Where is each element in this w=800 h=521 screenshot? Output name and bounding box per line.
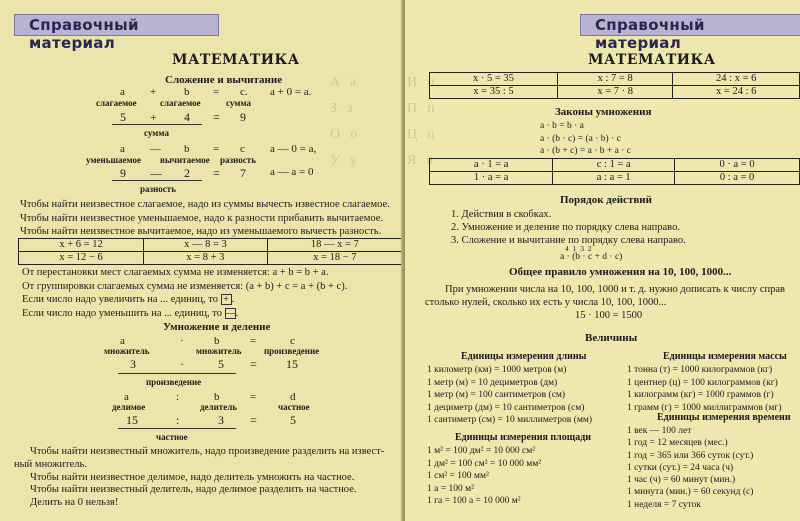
- table-cell: x = 8 + 3: [144, 252, 268, 265]
- length-units-title: Единицы измерения длины: [461, 351, 587, 362]
- unit-line: 1 дм² = 100 см² = 10 000 мм²: [427, 458, 542, 469]
- rule-line: Если число надо увеличить на ... единиц, то: [22, 294, 218, 305]
- unit-line: 1 сантиметр (см) = 10 миллиметров (мм): [427, 415, 593, 425]
- div-num-c: 5: [290, 413, 296, 427]
- law-line: a · b = b · a: [540, 121, 584, 131]
- add-eq: =: [213, 86, 220, 98]
- sub-a: a: [120, 143, 125, 155]
- time-units-list: [627, 425, 753, 511]
- rule-line: Чтобы найти неизвестный делитель, надо делимое разделить на частное.: [30, 484, 357, 496]
- div-num-b: 3: [218, 413, 224, 427]
- mul-num-dot: ·: [180, 357, 184, 371]
- mult10-line: столько нулей, сколько их есть у числа 10, 100, 1000...: [425, 297, 667, 308]
- label-factor-1: множитель: [104, 346, 150, 356]
- background-letters: Аа Зз Оо Уу: [330, 75, 368, 168]
- rule-line: Чтобы найти неизвестное делимое, надо делитель умножить на частное.: [30, 471, 355, 483]
- table-cell: 24 : x = 6: [673, 73, 800, 86]
- unit-line: 1 век — 100 лет: [627, 426, 692, 436]
- sub-b: b: [184, 143, 190, 155]
- label-dividend: делимое: [112, 402, 146, 412]
- unit-line: 1 год = 365 или 366 суток (сут.): [627, 450, 754, 461]
- add-num-b: 4: [184, 110, 190, 124]
- div-a: a: [124, 391, 129, 403]
- rules-division: [14, 446, 384, 510]
- unit-line: 1 дециметр (дм) = 10 сантиметров (см): [427, 402, 585, 413]
- rule-line: Чтобы найти неизвестное уменьшаемое, надо к разности прибавить вычитаемое.: [20, 212, 384, 224]
- header-band-left: Справочный материал: [14, 14, 219, 36]
- header-band-right: Справочный материал: [580, 14, 800, 36]
- rule-line: От перестановки мест слагаемых сумма не изменяется: a + b = b + a.: [22, 267, 329, 278]
- div-num-eq: =: [250, 413, 257, 427]
- mul-num-a: 3: [130, 357, 136, 371]
- table-cell: a : a = 1: [553, 172, 675, 185]
- sub-num-minus: —: [150, 166, 162, 180]
- div-num-a: 15: [126, 413, 138, 427]
- unit-line: 1 килограмм (кг) = 1000 граммов (г): [627, 390, 774, 400]
- brace-sum: [112, 124, 202, 125]
- page-title: МАТЕМАТИКА: [172, 52, 300, 68]
- add-a: a: [120, 86, 125, 98]
- equations-table-right: [429, 72, 800, 99]
- table-cell: x = 12 − 6: [19, 252, 144, 265]
- unit-line: 1 час (ч) = 60 минут (мин.): [627, 475, 736, 486]
- order-item: 2. Умножение и деление по порядку слева направо.: [451, 222, 680, 233]
- table-cell: a · 1 = a: [430, 159, 553, 172]
- section-title-quantities: Величины: [585, 332, 638, 344]
- mass-units-title: Единицы измерения массы: [663, 351, 787, 362]
- unit-line: 1 километр (км) = 1000 метров (м): [427, 365, 567, 375]
- area-units-title: Единицы измерения площади: [455, 432, 592, 443]
- add-num-a: 5: [120, 110, 126, 124]
- add-c: c.: [240, 86, 248, 98]
- section-title-laws: Законы умножения: [555, 106, 652, 118]
- section-title-mult10: Общее правило умножения на 10, 100, 1000...: [509, 266, 732, 278]
- div-num-colon: :: [176, 413, 180, 427]
- unit-line: 1 см² = 100 мм²: [427, 471, 489, 481]
- mult10-example: 15 · 100 = 1500: [575, 310, 643, 321]
- rule-line: Чтобы найти неизвестный множитель, надо произведение разделить на извест-: [30, 446, 385, 457]
- order-step-numbers: 4 1 3 2: [565, 244, 593, 253]
- div-b: b: [214, 391, 220, 403]
- unit-line: 1 неделя = 7 суток: [627, 499, 701, 510]
- label-minuend: уменьшаемое: [86, 155, 142, 165]
- identities-table: [429, 158, 800, 185]
- sub-num-a: 9: [120, 166, 126, 180]
- mult10-text: [425, 283, 785, 309]
- unit-line: 1 а = 100 м²: [427, 483, 474, 494]
- sub-c: c: [240, 143, 245, 155]
- mul-c: c: [290, 335, 295, 347]
- right-page: [405, 0, 800, 521]
- law-line: a · (b · c) = (a · b) · c: [540, 133, 621, 144]
- rule-line: ный множитель.: [14, 458, 87, 470]
- add-num-c: 9: [240, 110, 246, 124]
- add-b: b: [184, 86, 190, 98]
- background-letters: Ии Пп Цц Яя: [407, 75, 445, 168]
- table-cell: x = 7 · 8: [557, 86, 672, 99]
- length-units-list: [427, 364, 592, 427]
- label-product: произведение: [264, 346, 320, 356]
- rules-properties: От перестановки мест слагаемых сумма не изменяется: a + b = b + a. От группировки слагаемых сумма не изменяется: (a + b) + c = a + (b + c). Если число надо увеличить на ... единиц, то + . Если число надо уменьшить на ... единиц, то —.: [22, 267, 348, 319]
- table-cell: x : 7 = 8: [557, 73, 672, 86]
- sub-num-b: 2: [184, 166, 190, 180]
- sub-num-eq: =: [213, 166, 220, 180]
- section-title-addition: Сложение и вычитание: [165, 74, 283, 86]
- add-zero-rule: a + 0 = a.: [270, 86, 312, 98]
- sub-minus: —: [150, 143, 161, 155]
- label-difference: разность: [220, 155, 256, 165]
- page-title: МАТЕМАТИКА: [588, 52, 716, 68]
- brace-label-product: произведение: [146, 377, 202, 387]
- unit-line: 1 грамм (г) = 1000 миллиграммов (мг): [627, 402, 782, 413]
- mul-num-c: 15: [286, 357, 298, 371]
- sub-num-c: 7: [240, 166, 246, 180]
- plus-box-icon: +: [221, 294, 232, 305]
- table-cell: x · 5 = 35: [430, 73, 558, 86]
- table-cell: c : 1 = a: [553, 159, 675, 172]
- table-cell: x + 6 = 12: [19, 239, 144, 252]
- add-num-eq: =: [213, 110, 220, 124]
- rules-addition: [20, 198, 390, 239]
- mul-b: b: [214, 335, 220, 347]
- brace-label-quotient: частное: [156, 432, 188, 442]
- unit-line: 1 минута (мин.) = 60 секунд (с): [627, 487, 754, 498]
- table-cell: 0 · a = 0: [675, 159, 800, 172]
- table-cell: x = 18 − 7: [267, 252, 402, 265]
- table-cell: x = 24 : 6: [673, 86, 800, 99]
- laws-list: [540, 120, 631, 158]
- rule-line-warning: Делить на 0 нельзя!: [30, 497, 119, 509]
- mul-num-b: 5: [218, 357, 224, 371]
- div-eq: =: [250, 391, 257, 403]
- section-title-order: Порядок действий: [560, 194, 652, 206]
- unit-line: 1 метр (м) = 100 сантиметров (см): [427, 390, 566, 400]
- order-example: a · (b · c + d · c): [560, 252, 623, 262]
- mult10-line: При умножении числа на 10, 100, 1000 и т. д. нужно дописать к числу справ: [445, 284, 785, 295]
- law-line: a · (b + c) = a · b + a · c: [540, 146, 631, 156]
- label-addend-2: слагаемое: [160, 98, 201, 108]
- rule-line: От группировки слагаемых сумма не изменяется: (a + b) + c = a + (b + c).: [22, 280, 348, 292]
- label-factor-2: множитель: [196, 346, 242, 356]
- mul-num-eq: =: [250, 357, 257, 371]
- brace-label-sum: сумма: [144, 128, 169, 138]
- brace-quotient: [118, 428, 236, 429]
- time-units-title: Единицы измерения времени: [657, 412, 791, 423]
- brace-product: [118, 373, 236, 374]
- brace-label-difference: разность: [140, 184, 176, 194]
- order-item: 3. Сложение и вычитание по порядку слева направо.: [451, 235, 686, 246]
- equations-table-left: [18, 238, 403, 265]
- table-cell: 0 : a = 0: [675, 172, 800, 185]
- minus-box-icon: —: [225, 307, 236, 319]
- table-cell: x = 35 : 5: [430, 86, 558, 99]
- add-plus: +: [150, 86, 157, 98]
- label-quotient: частное: [278, 402, 310, 412]
- rule-line: Если число надо уменьшить на ... единиц, то: [22, 307, 222, 319]
- unit-line: 1 год = 12 месяцев (мес.): [627, 438, 728, 449]
- section-title-multiplication: Умножение и деление: [163, 321, 271, 333]
- label-sum: сумма: [226, 98, 251, 108]
- unit-line: 1 тонна (т) = 1000 килограммов (кг): [627, 365, 773, 375]
- label-divisor: делитель: [200, 402, 238, 412]
- unit-line: 1 центнер (ц) = 100 килограммов (кг): [627, 377, 778, 388]
- mul-a: a: [120, 335, 125, 347]
- label-subtrahend: вычитаемое: [160, 155, 210, 165]
- div-colon: :: [176, 391, 180, 403]
- sub-self-rule: a — a = 0: [270, 166, 314, 178]
- order-item: 1. Действия в скобках.: [451, 209, 552, 220]
- mul-dot: ·: [180, 335, 184, 347]
- label-addend-1: слагаемое: [96, 98, 137, 108]
- unit-line: 1 метр (м) = 10 дециметров (дм): [427, 377, 558, 388]
- div-c: d: [290, 391, 296, 403]
- order-list: [451, 208, 686, 247]
- add-num-plus: +: [150, 110, 157, 124]
- rule-line: Чтобы найти неизвестное вычитаемое, надо из уменьшаемого вычесть разность.: [20, 226, 382, 237]
- unit-line: 1 га = 100 а = 10 000 м²: [427, 496, 521, 506]
- unit-line: 1 м² = 100 дм² = 10 000 см²: [427, 446, 536, 456]
- table-cell: 1 · a = a: [430, 172, 553, 185]
- mass-units-list: [627, 364, 782, 414]
- unit-line: 1 сутки (сут.) = 24 часа (ч): [627, 462, 734, 473]
- sub-eq: =: [213, 143, 220, 155]
- brace-difference: [112, 180, 202, 181]
- table-cell: x — 8 = 3: [144, 239, 268, 252]
- sub-zero-rule: a — 0 = a,: [270, 143, 317, 155]
- area-units-list: [427, 445, 541, 508]
- rule-line: Чтобы найти неизвестное слагаемое, надо из суммы вычесть известное слагаемое.: [20, 199, 390, 210]
- table-cell: 18 — x = 7: [267, 239, 402, 252]
- mul-eq: =: [250, 335, 257, 347]
